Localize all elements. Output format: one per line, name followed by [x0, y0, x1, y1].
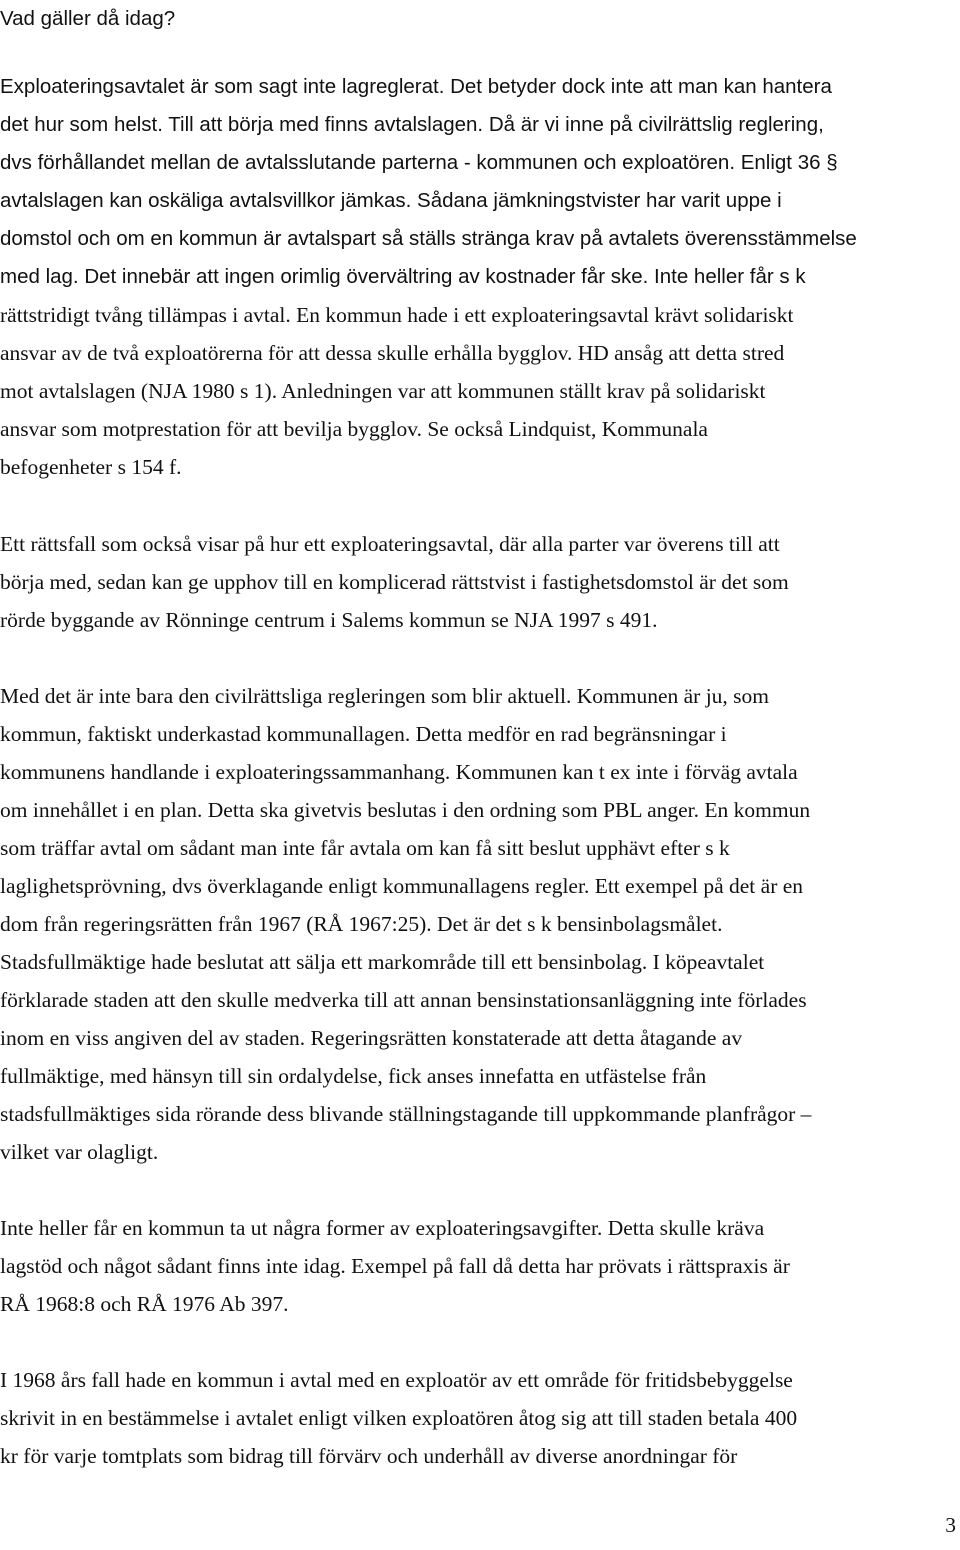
text-line: kommun, faktiskt underkastad kommunallagen. Detta medför en rad begränsningar i — [0, 722, 727, 746]
text-line: I 1968 års fall hade en kommun i avtal med en exploatör av ett område för fritidsbebyggelse — [0, 1368, 793, 1392]
paragraph-kommunallagen — [0, 677, 811, 1171]
section-heading: Vad gäller då idag? — [0, 7, 176, 30]
section-sign: § — [826, 151, 838, 174]
text-line: laglighetsprövning, dvs överklagande enligt kommunallagens regler. Ett exempel på det är en — [0, 874, 804, 898]
text-line: inom en viss angiven del av staden. Regeringsrätten konstaterade att detta åtagande av — [0, 1026, 743, 1050]
text-line: fullmäktige, med hänsyn till sin ordalydelse, fick anses innefatta en utfästelse från — [0, 1064, 707, 1088]
text-line: avtalslagen kan oskäliga avtalsvillkor jämkas. Sådana jämkningstvister har varit uppe i — [0, 189, 782, 212]
text-line: det hur som helst. Till att börja med finns avtalslagen. Då är vi inne på civilrättslig reglering, — [0, 113, 824, 136]
text-line: förklarade staden att den skulle medverka till att annan bensinstationsanläggning inte förlades — [0, 988, 807, 1012]
text-line: RÅ 1968:8 och RÅ 1976 Ab 397. — [0, 1292, 289, 1316]
paragraph-1968-case — [0, 1361, 797, 1475]
paragraph-ronninge-case — [0, 525, 789, 639]
page-number: 3 — [945, 1513, 956, 1537]
text-line: dom från regeringsrätten från 1967 (RÅ 1967:25). Det är det s k bensinbolagsmålet. — [0, 912, 723, 936]
text-line: befogenheter s 154 f. — [0, 455, 182, 479]
text-line: vilket var olagligt. — [0, 1140, 159, 1164]
text-line: stadsfullmäktiges sida rörande dess blivande ställningstagande till uppkommande planfrågor – — [0, 1102, 812, 1126]
paragraph-exploateringsavgifter — [0, 1209, 790, 1323]
text-line: rörde byggande av Rönninge centrum i Salems kommun se NJA 1997 s 491. — [0, 608, 658, 632]
text-line: domstol och om en kommun är avtalspart så ställs stränga krav på avtalets överensstämmelse — [0, 227, 857, 250]
text-line: kr för varje tomtplats som bidrag till förvärv och underhåll av diverse anordningar för — [0, 1444, 738, 1468]
text-line — [0, 144, 857, 182]
text-line: ansvar av de två exploatörerna för att dessa skulle erhålla bygglov. HD ansåg att detta stred — [0, 341, 785, 365]
text-line: med lag. Det innebär att ingen orimlig övervältring av kostnader får ske. Inte heller får s k — [0, 265, 806, 288]
text-line: kommunens handlande i exploateringssammanhang. Kommunen kan t ex inte i förväg avtala — [0, 760, 798, 784]
text-line: lagstöd och något sådant finns inte idag. Exempel på fall då detta har prövats i rättspraxis är — [0, 1254, 790, 1278]
text-line: ansvar som motprestation för att bevilja bygglov. Se också Lindquist, Kommunala — [0, 417, 708, 441]
text-line: som träffar avtal om sådant man inte får avtala om kan få sitt beslut upphävt efter s k — [0, 836, 730, 860]
text-line: skrivit in en bestämmelse i avtalet enligt vilken exploatören åtog sig att till staden betala 400 — [0, 1406, 798, 1430]
text-line: mot avtalslagen (NJA 1980 s 1). Anledningen var att kommunen ställt krav på solidariskt — [0, 379, 766, 403]
text-line: börja med, sedan kan ge upphov till en komplicerad rättstvist i fastighetsdomstol är det som — [0, 570, 789, 594]
text-line: Med det är inte bara den civilrättsliga regleringen som blir aktuell. Kommunen är ju, som — [0, 684, 770, 708]
text-line: rättstridigt tvång tillämpas i avtal. En kommun hade i ett exploateringsavtal krävt solidariskt — [0, 303, 794, 327]
paragraph-avtalslagen — [0, 68, 857, 486]
text-line: Exploateringsavtalet är som sagt inte lagreglerat. Det betyder dock inte att man kan hantera — [0, 75, 832, 98]
text-line: Ett rättsfall som också visar på hur ett exploateringsavtal, där alla parter var överens till att — [0, 532, 780, 556]
text-line: Inte heller får en kommun ta ut några former av exploateringsavgifter. Detta skulle kräva — [0, 1216, 765, 1240]
text-line: om innehållet i en plan. Detta ska givetvis beslutas i den ordning som PBL anger. En kommun — [0, 798, 811, 822]
text-line-content: dvs förhållandet mellan de avtalsslutande parterna - kommunen och exploatören. Enligt 36 — [0, 151, 821, 174]
text-line: Stadsfullmäktige hade beslutat att sälja ett markområde till ett bensinbolag. I köpeavtalet — [0, 950, 765, 974]
